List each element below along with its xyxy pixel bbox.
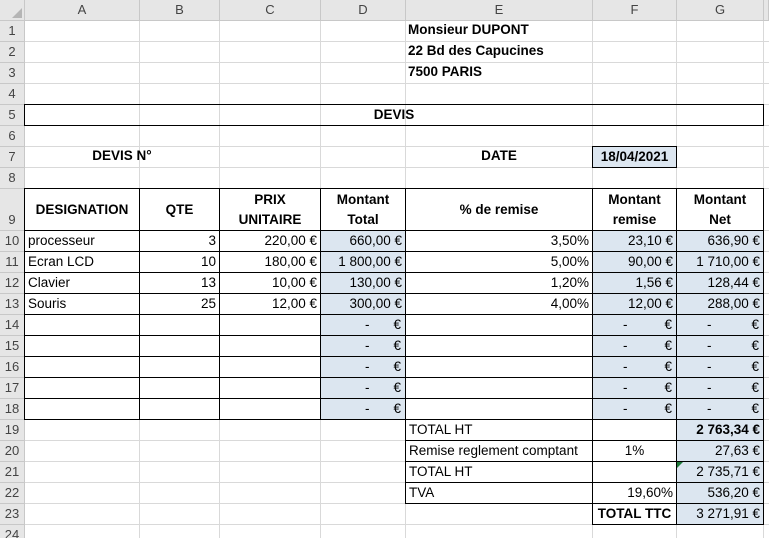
row-header-14[interactable]: 14 [0, 315, 25, 336]
row-header-15[interactable]: 15 [0, 336, 25, 357]
row-header-10[interactable]: 10 [0, 231, 25, 252]
empty-montant-remise[interactable] [592, 314, 677, 336]
empty-qte[interactable] [139, 377, 220, 399]
select-all-corner[interactable] [0, 0, 25, 21]
total-ht2-label[interactable]: TOTAL HT [405, 461, 593, 483]
euro-text: € [393, 401, 401, 416]
empty-total[interactable] [320, 335, 406, 357]
row-header-20[interactable]: 20 [0, 441, 25, 462]
dash-text: - [707, 380, 712, 395]
euro-text: € [664, 380, 672, 395]
total-ht2-value[interactable]: 2 735,71 € [676, 461, 764, 483]
empty-total[interactable] [320, 356, 406, 378]
euro-text: € [393, 359, 401, 374]
remise-value[interactable]: 27,63 € [676, 440, 764, 462]
row-header-22[interactable]: 22 [0, 483, 25, 504]
empty-qte[interactable] [139, 356, 220, 378]
empty-total[interactable] [320, 398, 406, 420]
row-header-16[interactable]: 16 [0, 357, 25, 378]
header-prix-unitaire-line1: PRIX [254, 191, 286, 207]
empty-remise[interactable] [405, 356, 593, 378]
empty-remise[interactable] [405, 398, 593, 420]
item-designation[interactable]: Clavier [24, 272, 140, 294]
ttc-label[interactable]: TOTAL TTC [592, 503, 677, 525]
item-montant-remise[interactable]: 23,10 € [592, 230, 677, 252]
item-remise[interactable]: 3,50% [405, 230, 593, 252]
item-remise[interactable]: 1,20% [405, 272, 593, 294]
dash-text: - [707, 338, 712, 353]
row-header-24[interactable]: 24 [0, 525, 25, 538]
empty-prix[interactable] [219, 356, 321, 378]
column-header-g[interactable]: G [677, 0, 764, 21]
dash-text: - [365, 338, 370, 353]
column-header-filler [764, 0, 769, 21]
total-ht2-empty[interactable] [592, 461, 677, 483]
gridline-h [25, 83, 769, 84]
empty-remise[interactable] [405, 377, 593, 399]
select-all-icon [12, 8, 22, 18]
date-label[interactable]: DATE [481, 148, 517, 163]
total-ht-value[interactable]: 2 763,34 € [676, 419, 764, 441]
dash-text: - [623, 380, 628, 395]
dash-text: - [623, 359, 628, 374]
item-designation[interactable]: processeur [24, 230, 140, 252]
header-montant-net-line1: Montant [693, 191, 747, 207]
column-header-d[interactable]: D [321, 0, 406, 21]
item-qte[interactable]: 25 [139, 293, 220, 315]
dash-text: - [623, 317, 628, 332]
empty-qte[interactable] [139, 398, 220, 420]
header-qte[interactable]: QTE [139, 188, 220, 231]
item-total[interactable]: 300,00 € [320, 293, 406, 315]
row-header-6[interactable]: 6 [0, 126, 25, 147]
item-net[interactable]: 128,44 € [676, 272, 764, 294]
empty-designation[interactable] [24, 377, 140, 399]
item-remise[interactable]: 5,00% [405, 251, 593, 273]
total-ht-empty[interactable] [592, 419, 677, 441]
header-prix-unitaire-line2: UNITAIRE [238, 211, 302, 227]
item-prix[interactable]: 220,00 € [219, 230, 321, 252]
empty-net[interactable] [676, 398, 764, 420]
row-header-13[interactable]: 13 [0, 294, 25, 315]
empty-prix[interactable] [219, 314, 321, 336]
item-qte[interactable]: 3 [139, 230, 220, 252]
empty-designation[interactable] [24, 356, 140, 378]
item-montant-remise[interactable]: 1,56 € [592, 272, 677, 294]
row-header-12[interactable]: 12 [0, 273, 25, 294]
address-line-3[interactable]: 7500 PARIS [408, 64, 483, 79]
total-ht-label[interactable]: TOTAL HT [405, 419, 593, 441]
header-montant-net-line2: Net [709, 211, 731, 227]
euro-text: € [751, 401, 759, 416]
row-header-1[interactable]: 1 [0, 21, 25, 42]
euro-text: € [393, 338, 401, 353]
empty-remise[interactable] [405, 314, 593, 336]
empty-montant-remise[interactable] [592, 398, 677, 420]
remise-label[interactable]: Remise reglement comptant [405, 440, 593, 462]
item-designation[interactable]: Souris [24, 293, 140, 315]
item-prix[interactable]: 10,00 € [219, 272, 321, 294]
header-montant-total-line2: Total [347, 211, 379, 227]
dash-text: - [707, 359, 712, 374]
header-designation[interactable]: DESIGNATION [24, 188, 140, 231]
empty-total[interactable] [320, 377, 406, 399]
row-header-5[interactable]: 5 [0, 105, 25, 126]
row-header-21[interactable]: 21 [0, 462, 25, 483]
row-header-18[interactable]: 18 [0, 399, 25, 420]
empty-qte[interactable] [139, 335, 220, 357]
row-header-17[interactable]: 17 [0, 378, 25, 399]
row-header-11[interactable]: 11 [0, 252, 25, 273]
remise-pct[interactable]: 1% [592, 440, 677, 462]
empty-net[interactable] [676, 356, 764, 378]
item-net[interactable]: 636,90 € [676, 230, 764, 252]
empty-net[interactable] [676, 377, 764, 399]
euro-text: € [393, 380, 401, 395]
tva-label[interactable]: TVA [405, 482, 593, 504]
empty-designation[interactable] [24, 314, 140, 336]
item-total[interactable]: 660,00 € [320, 230, 406, 252]
empty-designation[interactable] [24, 398, 140, 420]
empty-montant-remise[interactable] [592, 377, 677, 399]
empty-prix[interactable] [219, 335, 321, 357]
header-montant-remise-line2: remise [612, 211, 657, 227]
dash-text: - [623, 401, 628, 416]
row-header-8[interactable]: 8 [0, 168, 25, 189]
header-remise[interactable]: % de remise [405, 188, 593, 231]
euro-text: € [751, 380, 759, 395]
column-header-c[interactable]: C [220, 0, 321, 21]
euro-text: € [751, 317, 759, 332]
item-montant-remise[interactable]: 12,00 € [592, 293, 677, 315]
row-header-4[interactable]: 4 [0, 84, 25, 105]
empty-net[interactable] [676, 314, 764, 336]
item-total[interactable]: 130,00 € [320, 272, 406, 294]
column-header-f[interactable]: F [593, 0, 677, 21]
dash-text: - [707, 317, 712, 332]
address-line-1[interactable]: Monsieur DUPONT [408, 22, 529, 37]
item-designation[interactable]: Ecran LCD [24, 251, 140, 273]
item-total[interactable]: 1 800,00 € [320, 251, 406, 273]
empty-designation[interactable] [24, 335, 140, 357]
item-montant-remise[interactable]: 90,00 € [592, 251, 677, 273]
empty-qte[interactable] [139, 314, 220, 336]
empty-net[interactable] [676, 335, 764, 357]
euro-text: € [393, 317, 401, 332]
header-montant-remise-line1: Montant [608, 191, 661, 207]
item-net[interactable]: 288,00 € [676, 293, 764, 315]
column-header-b[interactable]: B [140, 0, 220, 21]
dash-text: - [365, 380, 370, 395]
item-prix[interactable]: 12,00 € [219, 293, 321, 315]
row-header-3[interactable]: 3 [0, 63, 25, 84]
gridline-h [25, 62, 769, 63]
address-line-2[interactable]: 22 Bd des Capucines [408, 43, 544, 58]
euro-text: € [664, 359, 672, 374]
euro-text: € [751, 338, 759, 353]
item-qte[interactable]: 13 [139, 272, 220, 294]
euro-text: € [664, 401, 672, 416]
header-montant-total[interactable] [320, 188, 406, 231]
empty-montant-remise[interactable] [592, 335, 677, 357]
row-header-2[interactable]: 2 [0, 42, 25, 63]
empty-remise[interactable] [405, 335, 593, 357]
gridline-h [25, 41, 769, 42]
column-header-a[interactable]: A [25, 0, 140, 21]
empty-montant-remise[interactable] [592, 356, 677, 378]
ttc-value[interactable]: 3 271,91 € [676, 503, 764, 525]
tva-pct[interactable]: 19,60% [592, 482, 677, 504]
dash-text: - [623, 338, 628, 353]
item-net[interactable]: 1 710,00 € [676, 251, 764, 273]
empty-prix[interactable] [219, 377, 321, 399]
empty-prix[interactable] [219, 398, 321, 420]
date-value-cell[interactable]: 18/04/2021 [592, 146, 677, 168]
dash-text: - [707, 401, 712, 416]
euro-text: € [664, 317, 672, 332]
row-header-7[interactable]: 7 [0, 147, 25, 168]
comment-flag-icon [677, 462, 683, 468]
quote-title-cell[interactable]: DEVIS [24, 104, 764, 126]
row-header-23[interactable]: 23 [0, 504, 25, 525]
header-montant-net[interactable] [676, 188, 764, 231]
dash-text: - [365, 401, 370, 416]
euro-text: € [664, 338, 672, 353]
empty-total[interactable] [320, 314, 406, 336]
tva-value[interactable]: 536,20 € [676, 482, 764, 504]
row-header-9[interactable]: 9 [0, 189, 25, 231]
item-remise[interactable]: 4,00% [405, 293, 593, 315]
header-montant-remise[interactable] [592, 188, 677, 231]
dash-text: - [365, 317, 370, 332]
euro-text: € [751, 359, 759, 374]
item-prix[interactable]: 180,00 € [219, 251, 321, 273]
dash-text: - [365, 359, 370, 374]
header-montant-total-line1: Montant [336, 191, 390, 207]
column-header-e[interactable]: E [406, 0, 593, 21]
quote-number-label[interactable]: DEVIS N° [92, 148, 152, 163]
header-prix-unitaire[interactable] [219, 188, 321, 231]
row-header-19[interactable]: 19 [0, 420, 25, 441]
item-qte[interactable]: 10 [139, 251, 220, 273]
